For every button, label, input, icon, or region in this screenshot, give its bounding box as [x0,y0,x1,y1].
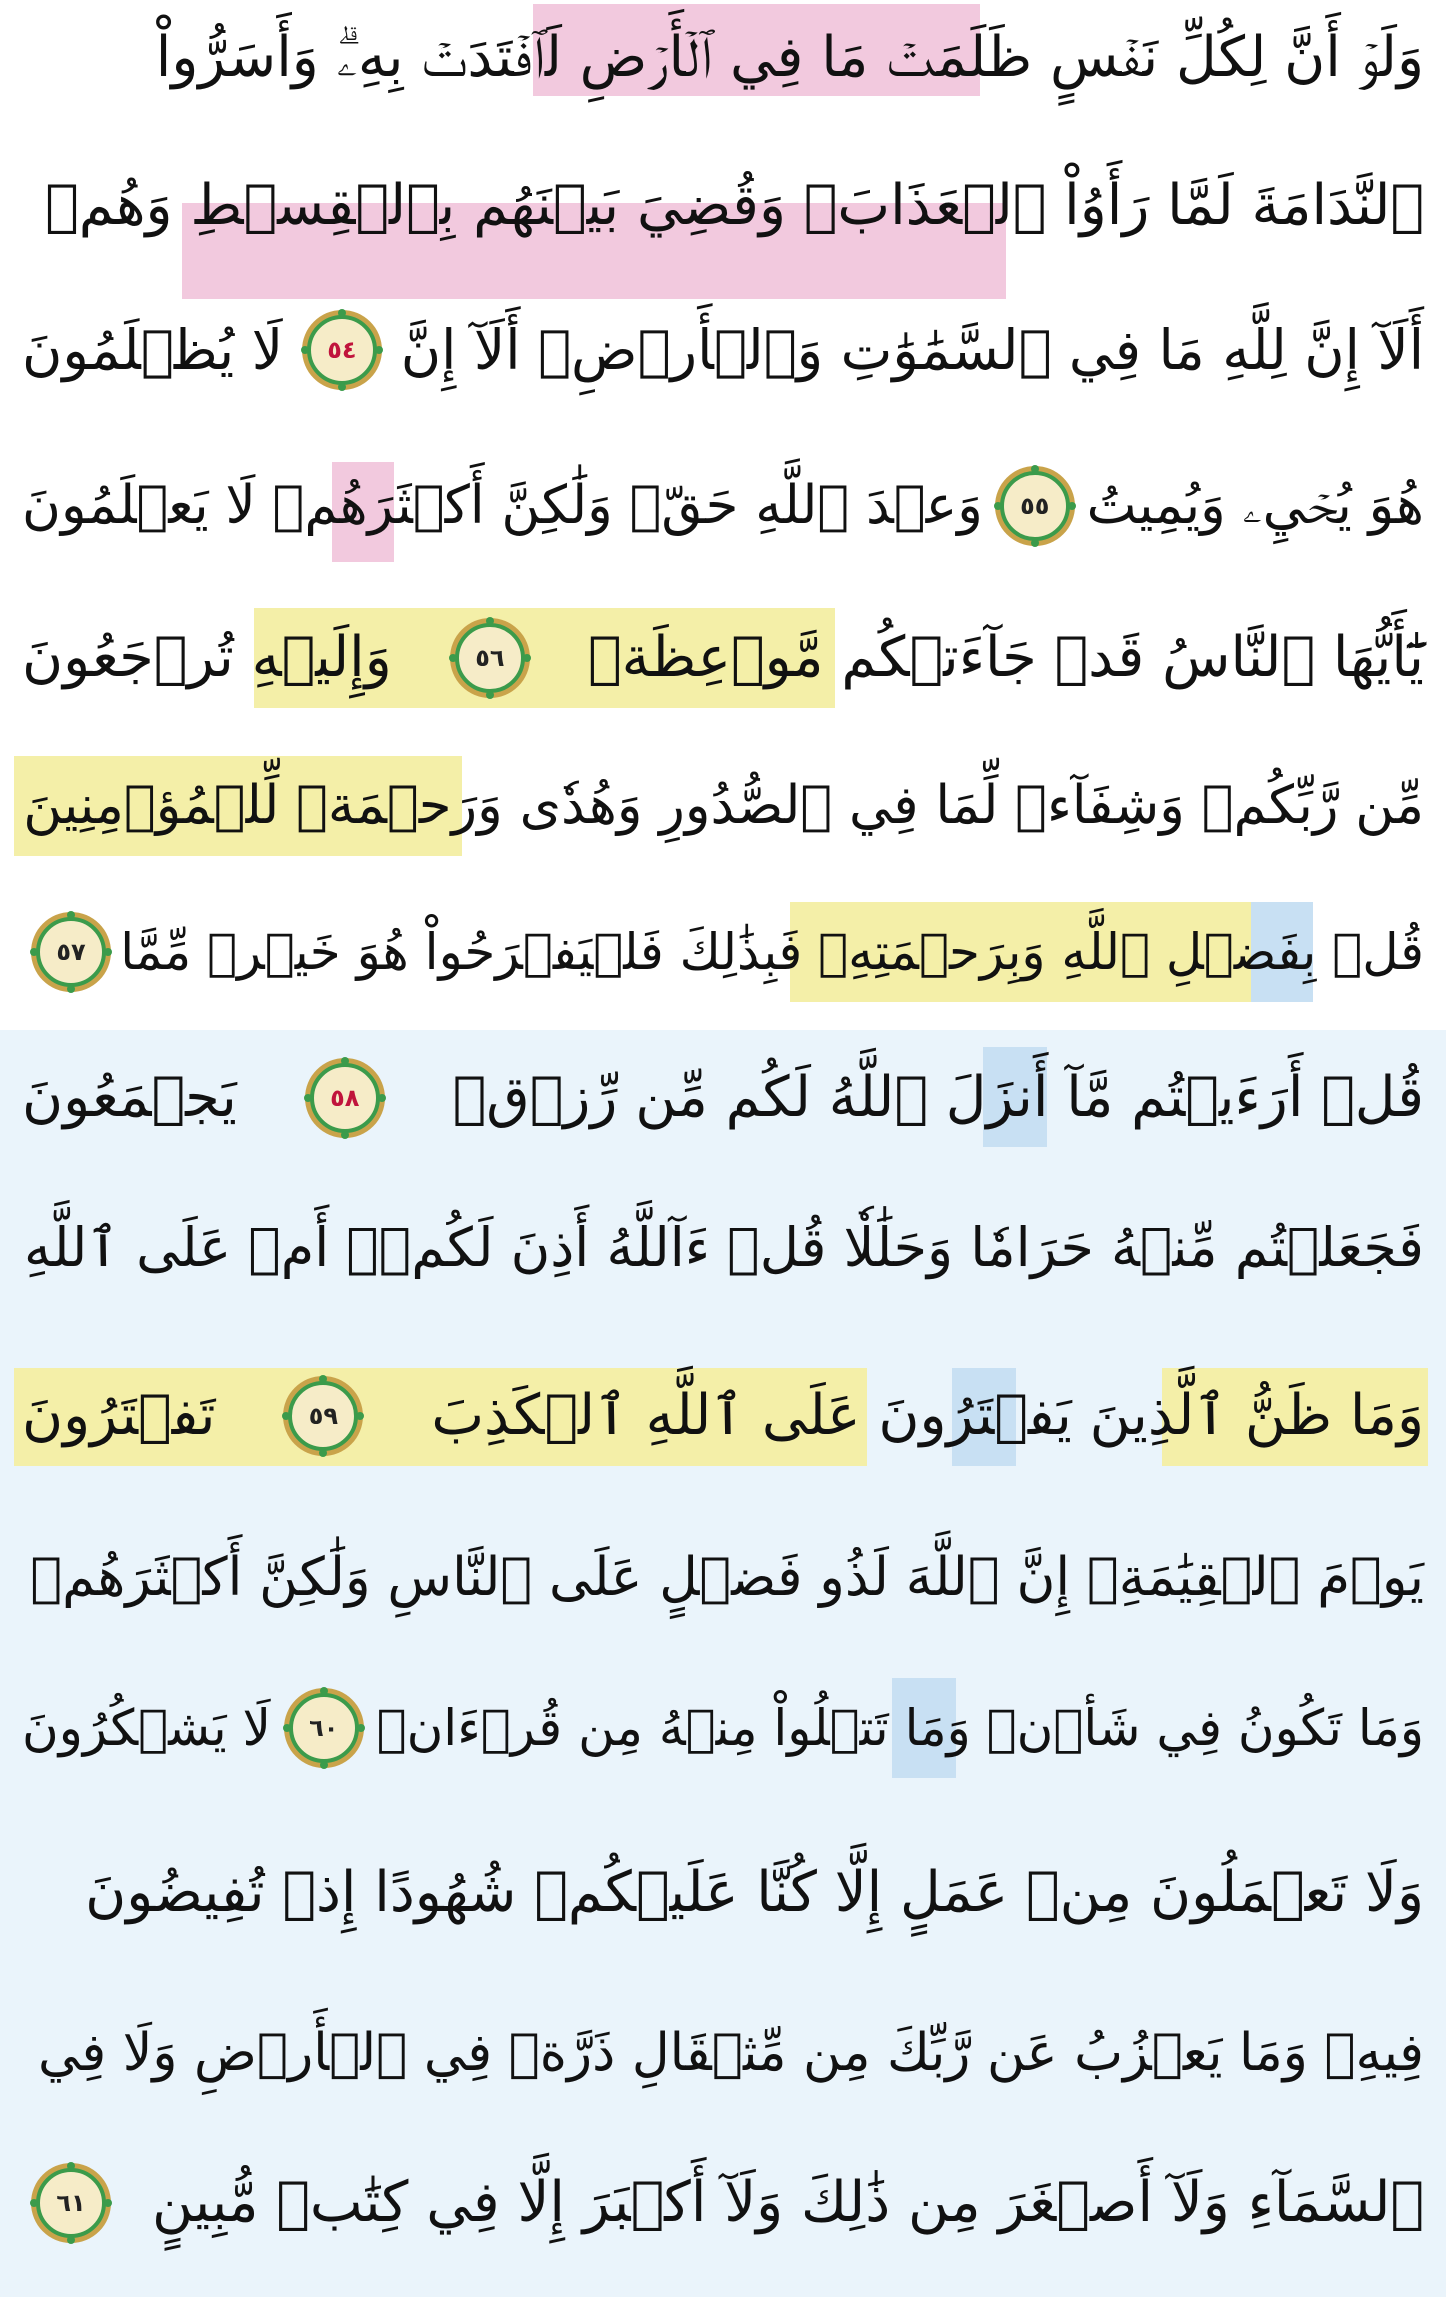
verse-text: وَمَا تَكُونُ فِي شَأۡنٖ وَمَا تَتۡلُواْ مِنۡهُ مِن قُرۡءَانٖ [376,1699,1424,1757]
verse-text: فَجَعَلۡتُم مِّنۡهُ حَرَامٗا وَحَلَٰلٗا قُلۡ ءَآللَّهُ أَذِنَ لَكُمۡۖ أَمۡ عَلَى ٱللَّهِ [24,1216,1424,1279]
ayah-number: ٥٤ [327,336,357,364]
ayah-number-marker [28,2160,114,2246]
verse-text: قُلۡ أَرَءَيۡتُم مَّآ أَنزَلَ ٱللَّهُ لَكُم مِّن رِّزۡقٖ [452,1065,1424,1130]
verse-text: ٱلنَّدَامَةَ لَمَّا رَأَوُاْ ٱلۡعَذَابَۖ وَقُضِيَ بَيۡنَهُم بِٱلۡقِسۡطِ وَهُمۡ [45,173,1424,238]
verse-text: ٱلسَّمَآءِ وَلَآ أَصۡغَرَ مِن ذَٰلِكَ وَلَآ أَكۡبَرَ إِلَّا فِي كِتَٰبٖ مُّبِينٍ [152,2170,1424,2235]
text-line-14 [22,2005,1424,2101]
text-line-13 [22,1845,1424,1941]
verse-text: فِيهِۚ وَمَا يَعۡزُبُ عَن رَّبِّكَ مِن مِّثۡقَالِ ذَرَّةٖ فِي ٱلۡأَرۡضِ وَلَا فِي [38,2023,1424,2083]
verse-text: لَا يَشۡكُرُونَ [22,1699,272,1757]
verse-text: لَا يُظۡلَمُونَ [22,318,284,382]
verse-text: يَجۡمَعُونَ [22,1065,237,1130]
text-line-7 [22,904,1424,1000]
verse-text: يَوۡمَ ٱلۡقِيَٰمَةِۗ إِنَّ ٱللَّهَ لَذُو فَضۡلٍ عَلَى ٱلنَّاسِ وَلَٰكِنَّ أَكۡثَرَهُمۡ [30,1547,1424,1608]
verse-text: أَلَآ إِنَّ لِلَّهِ مَا فِي ٱلسَّمَٰوَٰتِ وَٱلۡأَرۡضِۗ أَلَآ إِنَّ [400,318,1424,382]
text-line-2 [22,158,1424,254]
ayah-number: ٥٥ [1020,492,1050,520]
ayah-number-marker [992,463,1078,549]
text-line-1 [22,10,1424,106]
text-line-11 [22,1530,1424,1626]
ayah-number: ٦٠ [309,1714,339,1742]
ayah-number-marker [302,1055,388,1141]
ayah-number: ٥٨ [330,1084,360,1112]
text-line-8 [22,1050,1424,1146]
text-line-6 [22,758,1424,854]
ayah-number-marker [280,1373,366,1459]
verse-text: وَعۡدَ ٱللَّهِ حَقّٞ وَلَٰكِنَّ أَكۡثَرَهُمۡ لَا يَعۡلَمُونَ [22,475,983,536]
verse-text: مِّن رَّبِّكُمۡ وَشِفَآءٞ لِّمَا فِي ٱلصُّدُورِ وَهُدٗى وَرَحۡمَةٞ لِّلۡمُؤۡمِنِينَ [23,775,1424,836]
verse-text: هُوَ يُحۡيِۦ وَيُمِيتُ [1086,475,1424,536]
ayah-number-marker [28,909,114,995]
text-line-9 [22,1200,1424,1296]
verse-text: وَلَا تَعۡمَلُونَ مِنۡ عَمَلٍ إِلَّا كُنَّا عَلَيۡكُمۡ شُهُودًا إِذۡ تُفِيضُونَ [85,1860,1424,1925]
ayah-number: ٥٩ [308,1402,339,1430]
text-line-4 [22,458,1424,554]
verse-text: وَإِلَيۡهِ تُرۡجَعُونَ [22,625,392,690]
verse-text: يَٰٓأَيُّهَا ٱلنَّاسُ قَدۡ جَآءَتۡكُم مَّوۡعِظَةٞ [588,625,1424,690]
text-line-15 [22,2155,1424,2251]
ayah-number-marker [447,615,533,701]
verse-text: تَفۡتَرُونَ [22,1383,216,1448]
ayah-number: ٥٦ [475,644,505,672]
ayah-number-marker [299,307,385,393]
text-line-5 [22,610,1424,706]
ayah-number-marker [281,1685,367,1771]
text-line-3 [22,302,1424,398]
ayah-number: ٥٧ [56,938,86,966]
ayah-number: ٦١ [56,2189,86,2217]
verse-text: قُلۡ بِفَضۡلِ ٱللَّهِ وَبِرَحۡمَتِهِۦ فَبِذَٰلِكَ فَلۡيَفۡرَحُواْ هُوَ خَيۡرٞ مِّمَّا [120,923,1424,981]
verse-text: وَمَا ظَنُّ ٱلَّذِينَ يَفۡتَرُونَ عَلَى ٱللَّهِ ٱلۡكَذِبَ [431,1383,1424,1448]
text-line-10 [22,1368,1424,1464]
verse-text: وَلَوۡ أَنَّ لِكُلِّ نَفۡسٍ ظَلَمَتۡ مَا فِي ٱلۡأَرۡضِ لَٱفۡتَدَتۡ بِهِۦۗ وَأَسَرُّواْ [155,25,1424,90]
text-line-12 [22,1680,1424,1776]
